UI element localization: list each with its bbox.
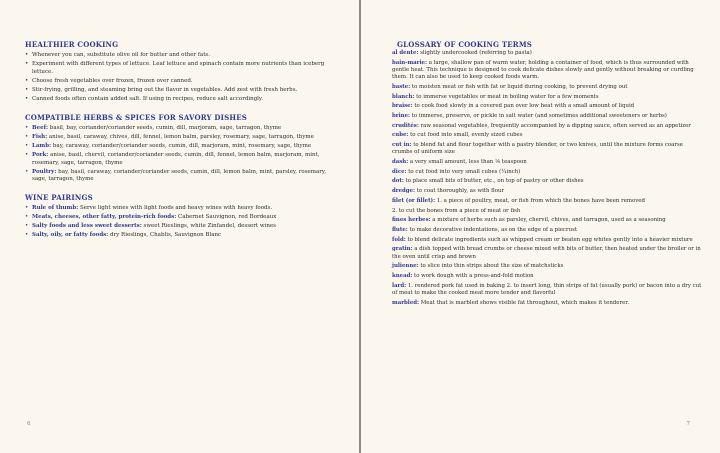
section-heading: HEALTHIER COOKING	[25, 40, 119, 49]
list-item	[25, 143, 341, 150]
definition: to make decorative indentations, as on the edge of a piecrust	[407, 226, 578, 233]
term: knead:	[392, 272, 413, 279]
glossary-entry	[392, 273, 702, 280]
herbs-spices-section	[25, 113, 341, 184]
term: blanch:	[392, 93, 415, 100]
term: flute:	[392, 226, 408, 233]
definition: Meat that is marbled shows visible fat throughout, which makes it tenderer.	[419, 299, 629, 306]
definition: bay, caraway, coriander/coriander seeds, cumin, dill, marjoram, mint, rosemary, sage, thyme	[51, 143, 312, 150]
glossary-entry	[392, 123, 702, 130]
term: cut in:	[392, 142, 412, 149]
definition: anise, basil, caraway, chives, dill, fennel, lemon balm, parsley, rosemary, sage, tarragon, thyme	[47, 133, 314, 140]
definition: a dish topped with bread crumbs or cheese mixed with bits of butter, then heated under the broiler or in the oven until crisp and brown	[392, 246, 701, 260]
definition: to blend delicate ingredients such as whipped cream or beaten egg whites gently into a heavier mixture	[405, 236, 693, 243]
healthier-cooking-list	[25, 52, 341, 104]
glossary-entry	[392, 84, 702, 91]
glossary-entry	[392, 283, 702, 298]
definition: anise, basil, chervil, coriander/coriander seeds, cumin, dill, fennel, lemon balm, marjoram, mint, rosemary, sage, tarragon, thyme	[32, 152, 320, 166]
list-item	[25, 205, 341, 212]
term: cube:	[392, 132, 409, 139]
term: Beef:	[32, 124, 49, 131]
glossary-entry	[392, 300, 702, 307]
healthier-cooking-section	[25, 40, 341, 104]
term: fines herbes:	[392, 217, 431, 224]
wine-pairings-section	[25, 193, 341, 240]
definition: to coat thoroughly, as with flour	[415, 188, 505, 195]
glossary-entry	[392, 208, 702, 215]
definition: to place small bits of butter, etc., on top of pastry or other dishes	[403, 178, 584, 185]
term: brine:	[392, 113, 410, 120]
glossary-entry	[392, 246, 702, 261]
definition: raw seasonal vegetables, frequently accompanied by a dipping sauce, often served as an appetizer	[418, 122, 691, 129]
definition: Serve light wines with light foods and heavy wines with heavy foods.	[78, 204, 273, 211]
glossary-entry	[392, 227, 702, 234]
term: Salty foods and less sweet desserts:	[32, 223, 142, 230]
term: Meats, cheeses, other fatty, protein-rich foods:	[32, 213, 177, 220]
term: Pork:	[32, 152, 49, 159]
definition: to immerse, preserve, or pickle in salt water (and sometimes additional sweeteners or herbs)	[410, 113, 667, 120]
definition: 1. rendered pork fat used in baking 2. to insert long, thin strips of fat (usually pork) or bacon into a dry cut of meat to make the cooked meat more tender and flavorful	[392, 282, 702, 296]
definition: basil, bay, coriander/coriander seeds, cumin, dill, marjoram, sage, tarragon, thyme	[48, 124, 282, 131]
glossary-entry	[392, 263, 702, 270]
term: crudités:	[392, 122, 419, 129]
list-item: • Stir-frying, grilling, and steaming bring out the flavor in vegetables. Add zest with fresh herbs.	[25, 87, 341, 94]
definition: to immerse vegetables or meat in boiling water for a few moments	[414, 93, 599, 100]
definition: sweet Rieslings, white Zinfandel, dessert wines	[141, 223, 276, 230]
definition: to blend fat and flour together with a pastry blender, or two knives, until the mixture forms coarse crumbs of uniform size	[392, 142, 683, 156]
list-item: • Canned foods often contain added salt. If using in recipes, reduce salt accordingly.	[25, 96, 341, 103]
list-item: • Experiment with different types of lettuce. Leaf lettuce and spinach contain more nutrients than iceberg lettuce.	[25, 61, 341, 76]
glossary-entry	[392, 178, 702, 185]
left-page	[0, 0, 359, 453]
section-heading: COMPATIBLE HERBS & SPICES FOR SAVORY DISHES	[25, 112, 247, 122]
term: filet (or fillet):	[392, 197, 436, 204]
term: lard:	[392, 282, 407, 289]
section-heading: WINE PAIRINGS	[25, 192, 93, 202]
herbs-spices-list	[25, 125, 341, 184]
term: al dente:	[392, 50, 419, 56]
list-item	[25, 125, 341, 132]
term: Fish:	[32, 133, 48, 140]
list-item: • Whenever you can, substitute olive oil for butter and other fats.	[25, 52, 341, 59]
term: Salty, oily, or fatty foods:	[32, 232, 109, 239]
definition: a mixture of herbs such as parsley, chervil, chives, and tarragon, used as a seasoning	[430, 217, 666, 224]
term: Rule of thumb:	[32, 204, 79, 211]
list-item: • Choose fresh vegetables over frozen, frozen over canned.	[25, 78, 341, 85]
term: baste:	[392, 83, 411, 90]
term: dash:	[392, 159, 409, 166]
term: Lamb:	[32, 143, 52, 150]
term: dredge:	[392, 188, 415, 195]
glossary-entry	[392, 188, 702, 195]
definition: bay, basil, caraway, coriander/coriander seeds, cumin, dill, lemon balm, mint, parsley, rosemary, sage, tarragon, thyme	[32, 168, 327, 183]
glossary-entry	[392, 142, 702, 157]
term: bain-marie:	[392, 59, 427, 66]
term: marbled:	[392, 299, 420, 306]
term: Poultry:	[32, 168, 57, 175]
definition: 1. a piece of poultry, meat, or fish from which the bones have been removed	[435, 197, 645, 204]
glossary-entry	[392, 237, 702, 244]
definition: to moisten meat or fish with fat or liquid during cooking, to prevent drying out	[410, 83, 628, 90]
glossary-entry	[392, 169, 702, 176]
definition: to cut food into small, evenly sized cubes	[408, 132, 523, 139]
glossary-entry	[392, 132, 702, 139]
list-item	[25, 214, 341, 221]
glossary-entry	[392, 113, 702, 120]
term: braise:	[392, 103, 413, 110]
page-number: 6	[27, 421, 31, 427]
term: dice:	[392, 168, 407, 175]
glossary-list	[392, 50, 702, 307]
right-page	[361, 0, 720, 453]
definition: a very small amount, less than ⅛ teaspoon	[408, 159, 527, 166]
glossary-entry	[392, 217, 702, 224]
definition: to cook food slowly in a covered pan over low heat with a small amount of liquid	[412, 103, 635, 110]
term: dot:	[392, 178, 404, 185]
page-number: 7	[686, 421, 690, 427]
term: julienne:	[392, 263, 419, 270]
list-item	[25, 134, 341, 141]
definition: to cut food into very small cubes (¼inch)	[406, 168, 521, 175]
definition: a large, shallow pan of warm water, holding a container of food, which is thus surrounded with gentle heat. This technique is designed to cook delicate dishes slowly and gently without breaking or curdling them. It can also be used to keep cooked foods warm.	[392, 59, 694, 81]
definition: to slice into thin strips about the size of matchsticks	[418, 263, 564, 270]
glossary-entry	[392, 60, 702, 82]
list-item	[25, 223, 341, 230]
term: gratin:	[392, 246, 413, 253]
definition: slightly undercooked (referring to pasta)	[418, 50, 532, 56]
wine-pairings-list	[25, 205, 341, 240]
definition: dry Rieslings, Chablis, Sauvignon Blanc	[108, 232, 222, 239]
glossary-entry	[392, 94, 702, 101]
glossary-heading: GLOSSARY OF COOKING TERMS	[397, 40, 533, 49]
definition: to work dough with a press-and-fold motion	[412, 272, 534, 279]
glossary-entry	[392, 50, 702, 57]
definition: Cabernet Sauvignon, red Bordeaux	[176, 213, 277, 220]
glossary-entry	[392, 159, 702, 166]
list-item	[25, 152, 341, 167]
definition: 2. to cut the bones from a piece of meat or fish	[392, 207, 521, 214]
glossary-entry	[392, 198, 702, 205]
term: fold:	[392, 236, 406, 243]
list-item	[25, 169, 341, 184]
list-item	[25, 232, 341, 239]
glossary-entry	[392, 103, 702, 110]
